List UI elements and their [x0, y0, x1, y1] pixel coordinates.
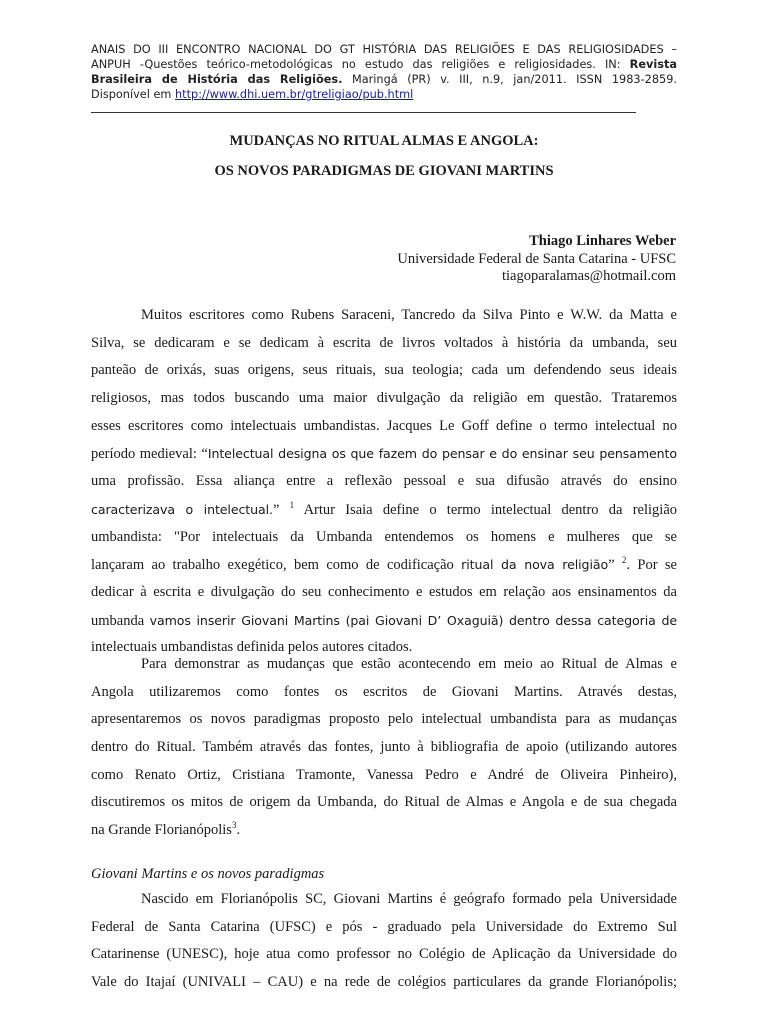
- text-span: na Grande Florianópolis: [91, 822, 232, 839]
- text-line: panteão de orixás, suas origens, seus rituais, sua teologia; cada um defendendo seus ideais: [91, 362, 677, 379]
- text-line: dentro do Ritual. Também através das fontes, junto à bibliografia de apoio (utilizando autores: [91, 739, 677, 756]
- text-line: [91, 496, 677, 524]
- section-heading: Giovani Martins e os novos paradigmas: [91, 866, 325, 882]
- text-line: uma profissão. Essa aliança entre a reflexão pessoal e sua difusão através do ensino: [91, 473, 677, 490]
- text-line: Muitos escritores como Rubens Saraceni, Tancredo da Silva Pinto e W.W. da Matta e: [141, 307, 677, 323]
- text-line: Vale do Itajaí (UNIVALI – CAU) e na rede de colégios particulares da grande Florianópolis;: [91, 974, 677, 991]
- text-line: Federal de Santa Catarina (UFSC) e pós - graduado pela Universidade do Extremo Sul: [91, 918, 677, 935]
- text-line: [91, 440, 677, 468]
- text-span: ”: [272, 501, 290, 518]
- text-line: como Renato Ortiz, Cristiana Tramonte, Vanessa Pedro e André de Oliveira Pinheiro),: [91, 766, 677, 783]
- header-line: [91, 87, 677, 102]
- journal-link[interactable]: http://www.dhi.uem.br/gtreligiao/pub.html: [175, 88, 414, 101]
- quotation: ritual da nova religião: [461, 557, 609, 573]
- text-line: Angola utilizaremos como fontes os escritos de Giovani Martins. Através destas,: [91, 683, 677, 700]
- text-span: ”: [608, 557, 622, 574]
- author-name: Thiago Linhares Weber: [529, 233, 676, 249]
- text-line: Catarinense (UNESC), hoje atua como professor no Colégio de Aplicação da Universidade do: [91, 946, 677, 963]
- journal-name: Brasileira de História das Religiões.: [91, 73, 343, 86]
- text-line: dedicar à escrita e divulgação do seu conhecimento e estudos em relação aos ensinamentos da: [91, 583, 677, 600]
- text-span: umbanda: [91, 612, 150, 629]
- quotation: caracterizava o intelectual.: [91, 501, 273, 517]
- header-rule: [91, 112, 636, 113]
- paragraph-2: [91, 651, 677, 845]
- header-text: ANPUH -Questões teórico-metodológicas no estudo das religiões e religiosidades. IN:: [91, 58, 630, 71]
- text-line: religiosos, mas todos buscando uma maior divulgação da religião em questão. Trataremos: [91, 390, 677, 407]
- text-line: [91, 551, 677, 579]
- paper-subtitle: OS NOVOS PARADIGMAS DE GIOVANI MARTINS: [214, 163, 554, 179]
- footnote-ref[interactable]: 2: [621, 555, 627, 566]
- text-line: [91, 817, 677, 845]
- inline-text: vamos inserir Giovani Martins (pai Giovani D’ Oxaguiã) dentro dessa categoria de: [149, 612, 677, 628]
- journal-header: [91, 42, 677, 102]
- journal-name: Revista: [629, 58, 677, 71]
- text-line: Nascido em Florianópolis SC, Giovani Martins é geógrafo formado pela Universidade: [141, 891, 677, 907]
- author-email: tiagoparalamas@hotmail.com: [501, 268, 676, 284]
- header-text: ANAIS DO III ENCONTRO NACIONAL DO GT HISTÓRIA DAS RELIGIÕES E DAS RELIGIOSIDADES –: [91, 43, 677, 56]
- header-line: [91, 42, 677, 57]
- header-line: [91, 72, 677, 87]
- header-text: Disponível em: [91, 88, 176, 101]
- text-line: umbandista: "Por intelectuais da Umbanda entendemos os homens e mulheres que se: [91, 528, 677, 545]
- text-span: .: [236, 822, 241, 839]
- paper-title: MUDANÇAS NO RITUAL ALMAS E ANGOLA:: [229, 133, 539, 149]
- text-span: . Por se: [626, 557, 677, 574]
- text-line: esses escritores como intelectuais umbandistas. Jacques Le Goff define o termo intelectual no: [91, 417, 677, 434]
- header-text: Maringá (PR) v. III, n.9, jan/2011. ISSN 1983-2859.: [342, 73, 677, 86]
- text-line: [91, 607, 677, 635]
- paragraph-1: [91, 302, 677, 662]
- text-line: Silva, se dedicaram e se dedicam à escrita de livros voltados à história da umbanda, seu: [91, 334, 677, 351]
- paragraph-3: [91, 886, 677, 997]
- text-line: discutiremos os mitos de origem da Umbanda, do Ritual de Almas e Angola e de sua chegada: [91, 794, 677, 811]
- text-span: lançaram ao trabalho exegético, bem como de codificação: [91, 557, 462, 574]
- text-line: intelectuais umbandistas definida pelos autores citados.: [91, 639, 413, 656]
- text-span: período medieval: “: [91, 446, 208, 463]
- footnote-ref[interactable]: 1: [289, 499, 295, 510]
- quotation: Intelectual designa os que fazem do pensar e do ensinar seu pensamento: [207, 446, 678, 462]
- author-affiliation: Universidade Federal de Santa Catarina - UFSC: [397, 251, 676, 267]
- text-line: apresentaremos os novos paradigmas proposto pelo intelectual umbandista para as mudanças: [91, 711, 677, 728]
- footnote-ref[interactable]: 3: [231, 820, 237, 831]
- header-line: [91, 57, 677, 72]
- text-span: Artur Isaia define o termo intelectual dentro da religião: [294, 501, 677, 518]
- text-line: Para demonstrar as mudanças que estão acontecendo em meio ao Ritual de Almas e: [141, 656, 677, 672]
